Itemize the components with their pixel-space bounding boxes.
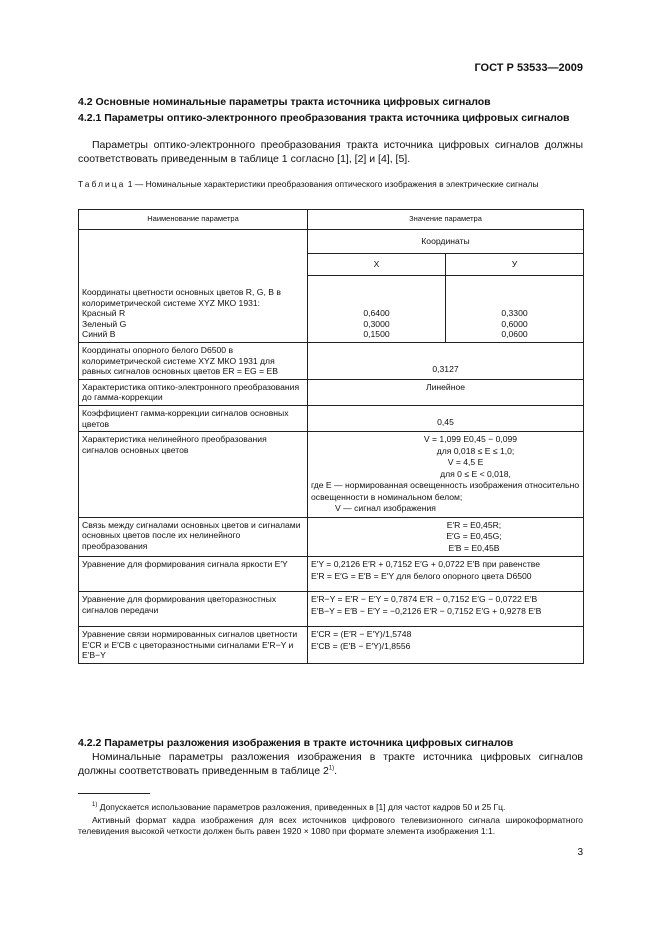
x-red: 0,6400 bbox=[363, 308, 390, 319]
col-param-header: Наименование параметра bbox=[79, 210, 308, 230]
row-label-green: Зеленый G bbox=[82, 318, 127, 329]
x-blue: 0,1500 bbox=[363, 329, 390, 340]
footnote-mark: 1) bbox=[92, 802, 98, 809]
formula-line: где E — нормированная освещенность изображения относительно освещенности в номинальном белом; bbox=[311, 480, 580, 502]
subsection-title-2: 4.2.2 Параметры разложения изображения в тракте источника цифровых сигналов bbox=[78, 737, 514, 749]
footnote-ref[interactable]: 1) bbox=[328, 765, 335, 771]
footnote-text: Допускается использование параметров разложения, приведенных в [1] для частот кадров 50 и 25 Гц. bbox=[99, 802, 506, 812]
y-green: 0,6000 bbox=[501, 318, 528, 329]
subsection-body-1: Параметры оптико-электронного преобразования тракта источника цифровых сигналов должны соответствовать приведенным в таблице 1 согласно [1], [2] и [4], [5]. bbox=[78, 139, 583, 165]
formula-line: E′B−Y = E′B − E′Y = −0,2126 E′R − 0,7152 E′G + 0,9278 E′B bbox=[311, 605, 542, 616]
y-red: 0,3300 bbox=[501, 308, 528, 319]
formula-line: для 0,018 ≤ E ≤ 1,0; bbox=[436, 445, 515, 456]
row-label-blue: Синий B bbox=[82, 329, 116, 340]
table-header-row bbox=[79, 210, 584, 230]
formula-line: для 0 ≤ E < 0,018, bbox=[440, 468, 511, 479]
table-caption-label: Таблица bbox=[78, 179, 126, 189]
row-label-text: Координаты цветности основных цветов R, G, B в колориметрической системе XYZ МКО 1931: bbox=[82, 287, 281, 308]
row-oe-label: Характеристика оптико-электронного преобразования до гамма-коррекции bbox=[79, 379, 308, 405]
col-value-header: Значение параметра bbox=[308, 210, 584, 230]
row-diff-value bbox=[308, 592, 584, 627]
parameters-table bbox=[78, 209, 584, 664]
table-caption bbox=[78, 179, 583, 190]
formula-line: E′CR = (E′R − E′Y)/1,5748 bbox=[311, 629, 412, 640]
table-row bbox=[79, 379, 584, 405]
body-end: . bbox=[334, 764, 338, 777]
page-number: 3 bbox=[577, 847, 583, 858]
formula-line: E′B = E0,45B bbox=[448, 542, 500, 553]
row-gamma-label: Коэффициент гамма-коррекции сигналов основных цветов bbox=[79, 405, 308, 431]
footnote-divider bbox=[78, 793, 150, 794]
row-relation-value bbox=[308, 517, 584, 557]
table-row bbox=[79, 557, 584, 592]
row-diff-label: Уравнение для формирования цветоразностных сигналов передачи bbox=[79, 592, 308, 627]
table-row bbox=[79, 517, 584, 557]
footnote-2: Активный формат кадра изображения для всех источников цифрового телевизионного сигнала широкоформатного телевидения высокой четкости должен быть равен 1920 × 1080 при формате элемента изображения 1:1. bbox=[78, 815, 583, 836]
subsection-body-2 bbox=[78, 751, 583, 778]
row-luma-label: Уравнение для формирования сигнала яркости E′Y bbox=[79, 557, 308, 592]
row-chromaticity-label bbox=[79, 230, 308, 343]
row-white-value: 0,3127 bbox=[308, 343, 584, 380]
formula-line: V = 1,099 E0,45 − 0,099 bbox=[423, 434, 518, 445]
x-values bbox=[308, 276, 446, 343]
table-row bbox=[79, 627, 584, 664]
footnote-1 bbox=[78, 802, 583, 813]
y-header: У bbox=[445, 254, 583, 276]
row-luma-value bbox=[308, 557, 584, 592]
table-row bbox=[79, 405, 584, 431]
row-oe-value: Линейное bbox=[308, 379, 584, 405]
formula-line: V = 4,5 E bbox=[447, 457, 484, 468]
row-nonlinear-label: Характеристика нелинейного преобразования сигналов основных цветов bbox=[79, 432, 308, 518]
x-green: 0,3000 bbox=[363, 318, 390, 329]
section-title: 4.2 Основные номинальные параметры тракта источника цифровых сигналов bbox=[78, 96, 491, 108]
formula-line: E′G = E0,45G; bbox=[446, 531, 502, 542]
subsection-title-1: 4.2.1 Параметры оптико-электронного преобразования тракта источника цифровых сигналов bbox=[78, 112, 570, 124]
formula-line: E′Y = 0,2126 E′R + 0,7152 E′G + 0,0722 E′B при равенстве bbox=[311, 559, 541, 570]
table-row bbox=[79, 592, 584, 627]
formula-line: V — сигнал изображения bbox=[335, 503, 436, 514]
formula-line: E′R = E0,45R; bbox=[446, 519, 502, 530]
row-chroma-label: Уравнение связи нормированных сигналов цветности E′CR и E′CB с цветоразностными сигналами E′R−Y и E′B−Y bbox=[79, 627, 308, 664]
formula-line: E′R−Y = E′R − E′Y = 0,7874 E′R − 0,7152 E′G − 0,0722 E′B bbox=[311, 594, 538, 605]
table-caption-text: 1 — Номинальные характеристики преобразования оптического изображения в электрические сигналы bbox=[127, 179, 539, 189]
formula-line: E′CB = (E′B − E′Y)/1,8556 bbox=[311, 640, 411, 651]
table-row bbox=[79, 230, 584, 254]
x-header: X bbox=[308, 254, 446, 276]
y-values bbox=[445, 276, 583, 343]
row-nonlinear-value bbox=[308, 432, 584, 518]
coords-header: Координаты bbox=[308, 230, 584, 254]
formula-line: E′R = E′G = E′B = E′Y для белого опорного цвета D6500 bbox=[311, 570, 532, 581]
table-row bbox=[79, 343, 584, 380]
row-gamma-value: 0,45 bbox=[308, 405, 584, 431]
table-row bbox=[79, 432, 584, 518]
row-chroma-value bbox=[308, 627, 584, 664]
row-white-label: Координаты опорного белого D6500 в колориметрической системе XYZ МКО 1931 для равных сигналов основных цветов ER = EG = EB bbox=[79, 343, 308, 380]
body-text: Номинальные параметры разложения изображения в тракте источника цифровых сигналов должны соответствовать приведенным в таблице 2 bbox=[78, 751, 583, 777]
standard-header: ГОСТ Р 53533—2009 bbox=[474, 62, 583, 74]
row-label-red: Красный R bbox=[82, 308, 126, 319]
y-blue: 0,0600 bbox=[501, 329, 528, 340]
row-relation-label: Связь между сигналами основных цветов и сигналами основных цветов после их нелинейного преобразования bbox=[79, 517, 308, 557]
